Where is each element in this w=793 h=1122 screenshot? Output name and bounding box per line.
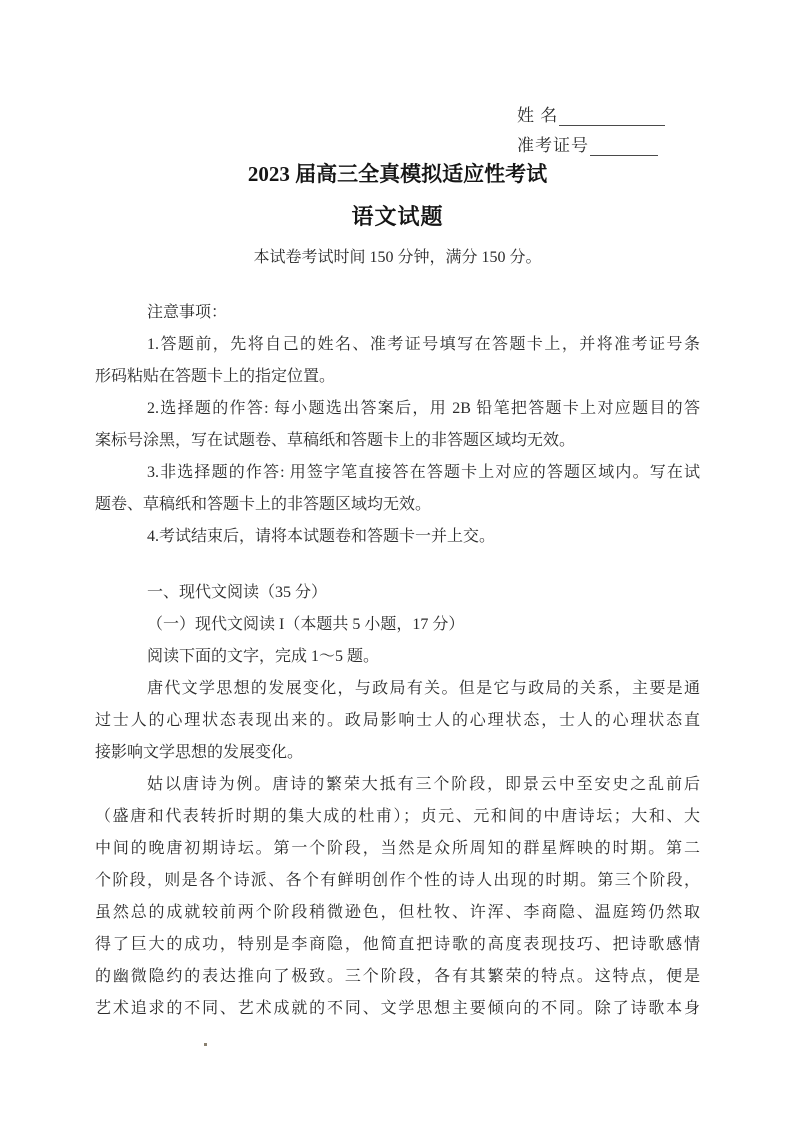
paragraph-2-line-6: 得了巨大的成功，特别是李商隐，他简直把诗歌的高度表现技巧、把诗歌感情 (95, 936, 700, 953)
notice-item-2-line-1: 2.选择题的作答: 每小题选出答案后，用 2B 铅笔把答题卡上对应题目的答 (147, 400, 700, 417)
reading-instruction: 阅读下面的文字，完成 1～5 题。 (147, 648, 380, 665)
paragraph-2-line-8: 艺术追求的不同、艺术成就的不同、文学思想主要倾向的不同。除了诗歌本身 (95, 1000, 700, 1017)
paragraph-1-line-1: 唐代文学思想的发展变化，与政局有关。但是它与政局的关系，主要是通 (147, 680, 700, 697)
notice-item-1-line-1: 1.答题前，先将自己的姓名、准考证号填写在答题卡上，并将准考证号条 (147, 336, 700, 353)
paragraph-2-line-5: 虽然总的成就较前两个阶段稍微逊色，但杜牧、许浑、李商隐、温庭筠仍然取 (95, 904, 700, 921)
exam-subject-title: 语文试题 (351, 204, 444, 229)
notice-item-2-line-2: 案标号涂黑，写在试题卷、草稿纸和答题卡上的非答题区域均无效。 (95, 432, 576, 449)
notice-heading: 注意事项： (147, 304, 228, 321)
paragraph-2-line-4: 个阶段，则是各个诗派、各个有鲜明创作个性的诗人出现的时期。第三个阶段， (95, 872, 700, 889)
paragraph-2-line-2: （盛唐和代表转折时期的集大成的杜甫）；贞元、元和间的中唐诗坛；大和、大 (95, 808, 700, 825)
paragraph-2-line-7: 的幽微隐约的表达推向了极致。三个阶段，各有其繁荣的特点。这特点，便是 (95, 968, 700, 985)
name-field (517, 96, 665, 126)
section-heading: 一、现代文阅读（35 分） (147, 584, 328, 601)
paragraph-2-line-3: 中间的晚唐初期诗坛。第一个阶段，当然是众所周知的群星辉映的时期。第二 (95, 840, 700, 857)
paragraph-1-line-3: 接影响文学思想的发展变化。 (95, 744, 304, 761)
notice-item-1-line-2: 形码粘贴在答题卡上的指定位置。 (95, 368, 336, 385)
paragraph-2-line-1: 姑以唐诗为例。唐诗的繁荣大抵有三个阶段，即景云中至安史之乱前后 (147, 776, 700, 793)
notice-item-4: 4.考试结束后，请将本试题卷和答题卡一并上交。 (147, 528, 496, 545)
exam-title: 2023 届高三全真模拟适应性考试 (247, 162, 548, 186)
notice-item-3-line-1: 3.非选择题的作答: 用签字笔直接答在答题卡上对应的答题区域内。写在试 (147, 464, 700, 481)
document-body (95, 297, 700, 1025)
ticket-blank-line (590, 138, 658, 156)
candidate-fields (517, 96, 665, 156)
name-blank-line (559, 108, 665, 126)
paragraph-1-line-2: 过士人的心理状态表现出来的。政局影响士人的心理状态，士人的心理状态直 (95, 712, 700, 729)
notice-item-3-line-2: 题卷、草稿纸和答题卡上的非答题区域均无效。 (95, 496, 432, 513)
name-label: 姓 名 (517, 106, 559, 125)
subsection-heading: （一）现代文阅读 I（本题共 5 小题，17 分） (147, 616, 465, 633)
scan-artifact-dot (204, 1043, 207, 1046)
ticket-label: 准考证号 (517, 136, 589, 155)
ticket-field (517, 126, 665, 156)
exam-duration-info: 本试卷考试时间 150 分钟，满分 150 分。 (253, 249, 542, 266)
